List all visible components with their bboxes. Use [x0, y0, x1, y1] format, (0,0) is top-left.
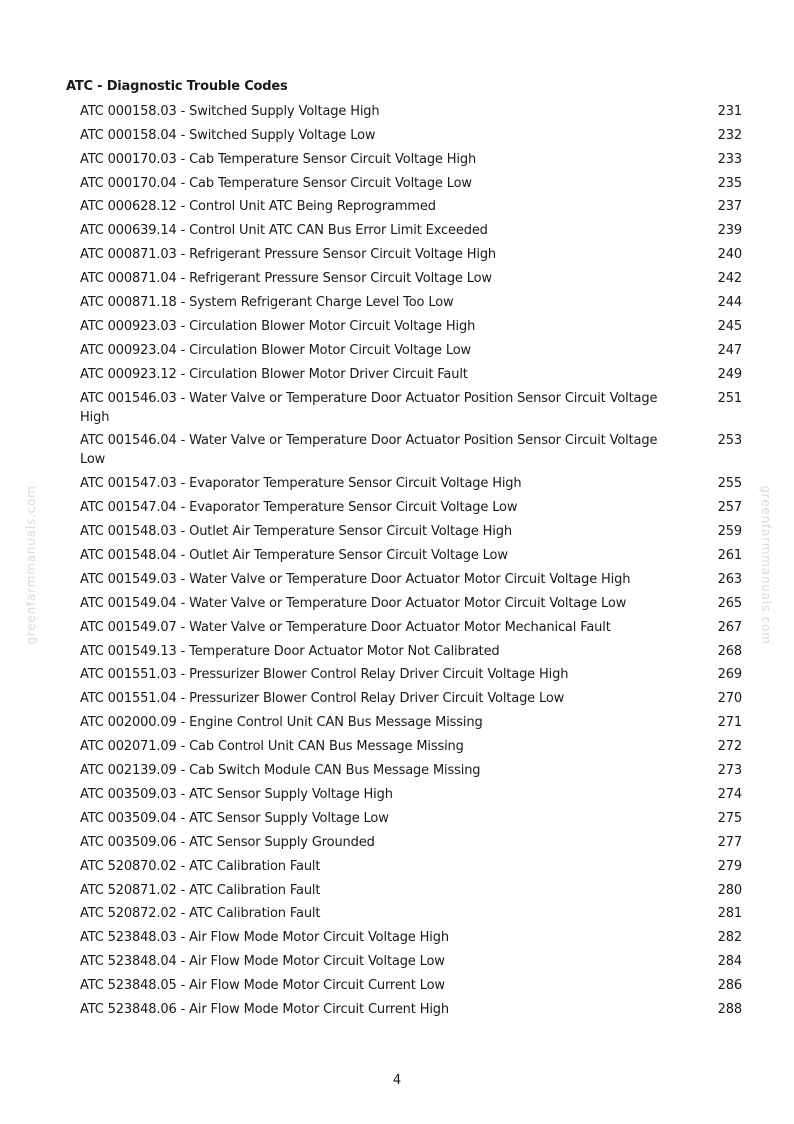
toc-entry-title: ATC 000639.14 - Control Unit ATC CAN Bus Error Limit Exceeded: [80, 223, 488, 239]
toc-entry-page: 245: [717, 318, 742, 334]
toc-entry-page: 235: [717, 175, 742, 191]
watermark-left: greenfarmmanuals.com: [24, 485, 38, 645]
toc-entry[interactable]: [80, 315, 742, 339]
toc-entry[interactable]: [80, 974, 742, 998]
toc-entry-page: 272: [717, 739, 742, 755]
toc-entry-title: ATC 520871.02 - ATC Calibration Fault: [80, 882, 321, 898]
toc-entry[interactable]: [80, 472, 742, 496]
toc-entry-title: ATC 001549.13 - Temperature Door Actuator Motor Not Calibrated: [80, 643, 500, 659]
toc-entry[interactable]: [80, 267, 742, 291]
toc-entry-title: ATC 002071.09 - Cab Control Unit CAN Bus Message Missing: [80, 739, 464, 755]
toc-entry[interactable]: [80, 711, 742, 735]
toc-entry[interactable]: [80, 807, 742, 831]
toc-entry-title: ATC 000923.03 - Circulation Blower Motor Circuit Voltage High: [80, 318, 476, 334]
toc-entry[interactable]: [80, 430, 742, 473]
toc-entry-page: 270: [717, 691, 742, 707]
toc-entry-title: ATC 520870.02 - ATC Calibration Fault: [80, 858, 321, 874]
toc-entry[interactable]: [80, 950, 742, 974]
toc-entry-page: 237: [717, 199, 742, 215]
toc-entry-page: 242: [717, 271, 742, 287]
toc-entry[interactable]: [80, 616, 742, 640]
page-number: 4: [392, 1073, 402, 1088]
toc-entry[interactable]: [80, 100, 742, 124]
toc-entry-page: 273: [717, 763, 742, 779]
toc-entry-page: 274: [717, 786, 742, 802]
toc-entry-page: 240: [717, 247, 742, 263]
toc-entry[interactable]: [80, 243, 742, 267]
toc-entry-page: 261: [717, 548, 742, 564]
toc-entry-title: ATC 003509.03 - ATC Sensor Supply Voltage High: [80, 786, 393, 802]
toc-entry[interactable]: [80, 855, 742, 879]
toc-entry-page: 255: [717, 476, 742, 492]
toc-entry-title: ATC 000923.04 - Circulation Blower Motor Circuit Voltage Low: [80, 342, 472, 358]
toc-entry[interactable]: [80, 363, 742, 387]
toc-entry-title: ATC 523848.06 - Air Flow Mode Motor Circuit Current High: [80, 1001, 449, 1017]
toc-entry-title: ATC 001549.04 - Water Valve or Temperature Door Actuator Motor Circuit Voltage Low: [80, 595, 627, 611]
toc-entry-title: ATC 000628.12 - Control Unit ATC Being Reprogrammed: [80, 199, 436, 215]
toc-entry-page: 281: [717, 906, 742, 922]
toc-entry-title: ATC 523848.04 - Air Flow Mode Motor Circuit Voltage Low: [80, 954, 445, 970]
toc-entry[interactable]: [80, 148, 742, 172]
toc-entry-title: ATC 001547.03 - Evaporator Temperature Sensor Circuit Voltage High: [80, 476, 522, 492]
toc-entry[interactable]: [80, 640, 742, 664]
toc-entry-title: ATC 001548.03 - Outlet Air Temperature Sensor Circuit Voltage High: [80, 524, 512, 540]
toc-entry[interactable]: [80, 387, 742, 430]
toc-entry-title: ATC 003509.06 - ATC Sensor Supply Grounded: [80, 834, 375, 850]
toc-entry-page: 259: [717, 524, 742, 540]
toc-entry[interactable]: [80, 291, 742, 315]
toc-entry-page: 231: [717, 103, 742, 119]
toc-entry[interactable]: [80, 339, 742, 363]
toc-entry[interactable]: [80, 592, 742, 616]
toc-entry-page: 239: [717, 223, 742, 239]
toc-entry[interactable]: [80, 687, 742, 711]
toc-entry-title: ATC 000871.04 - Refrigerant Pressure Sensor Circuit Voltage Low: [80, 271, 492, 287]
toc-entry-title: ATC 001549.07 - Water Valve or Temperature Door Actuator Motor Mechanical Fault: [80, 619, 611, 635]
toc-entry-page: 271: [717, 715, 742, 731]
toc-entry-page: 244: [717, 295, 742, 311]
toc-entry-title: ATC 001546.04 - Water Valve or Temperature Door Actuator Position Sensor Circuit Voltage Low: [80, 433, 658, 468]
toc-entry-title: ATC 002000.09 - Engine Control Unit CAN Bus Message Missing: [80, 715, 483, 731]
toc-entry-title: ATC 001548.04 - Outlet Air Temperature Sensor Circuit Voltage Low: [80, 548, 508, 564]
toc-entry[interactable]: [80, 124, 742, 148]
toc-entry-page: 267: [717, 619, 742, 635]
toc-entry-title: ATC 523848.03 - Air Flow Mode Motor Circuit Voltage High: [80, 930, 449, 946]
watermark-right: greenfarmmanuals.com: [759, 485, 773, 645]
toc-entry[interactable]: [80, 831, 742, 855]
toc-entry-title: ATC 002139.09 - Cab Switch Module CAN Bus Message Missing: [80, 763, 481, 779]
toc-entry-page: 286: [717, 978, 742, 994]
toc-entry-title: ATC 000158.04 - Switched Supply Voltage Low: [80, 127, 376, 143]
toc-entry[interactable]: [80, 903, 742, 927]
toc-entry[interactable]: [80, 544, 742, 568]
toc-entry-page: 257: [717, 500, 742, 516]
toc-entry-page: 279: [717, 858, 742, 874]
toc-entry-title: ATC 000871.18 - System Refrigerant Charge Level Too Low: [80, 295, 454, 311]
toc-entry-title: ATC 001551.04 - Pressurizer Blower Control Relay Driver Circuit Voltage Low: [80, 691, 565, 707]
toc-entry-title: ATC 520872.02 - ATC Calibration Fault: [80, 906, 321, 922]
section-title: ATC - Diagnostic Trouble Codes: [66, 79, 288, 94]
toc-entry[interactable]: [80, 219, 742, 243]
toc-entry[interactable]: [80, 196, 742, 220]
toc-entry[interactable]: [80, 879, 742, 903]
toc-entry-title: ATC 001551.03 - Pressurizer Blower Control Relay Driver Circuit Voltage High: [80, 667, 569, 683]
toc-entry-page: 280: [717, 882, 742, 898]
toc-entry-page: 253: [717, 433, 742, 449]
toc-entry-page: 275: [717, 810, 742, 826]
toc-entry[interactable]: [80, 172, 742, 196]
toc-entry-page: 284: [717, 954, 742, 970]
toc-entry[interactable]: [80, 496, 742, 520]
toc-entry-page: 288: [717, 1001, 742, 1017]
toc-entry[interactable]: [80, 735, 742, 759]
toc-entry-title: ATC 001549.03 - Water Valve or Temperature Door Actuator Motor Circuit Voltage High: [80, 571, 631, 587]
toc-entry-title: ATC 001546.03 - Water Valve or Temperature Door Actuator Position Sensor Circuit Voltage High: [80, 390, 658, 425]
toc-entry[interactable]: [80, 568, 742, 592]
toc-entry-page: 232: [717, 127, 742, 143]
toc-entry-title: ATC 523848.05 - Air Flow Mode Motor Circuit Current Low: [80, 978, 445, 994]
toc-entry[interactable]: [80, 998, 742, 1022]
toc-entry[interactable]: [80, 520, 742, 544]
toc-entry-page: 268: [717, 643, 742, 659]
toc-list: [80, 100, 742, 1022]
toc-entry-page: 233: [717, 151, 742, 167]
toc-entry-title: ATC 000170.03 - Cab Temperature Sensor Circuit Voltage High: [80, 151, 477, 167]
toc-entry[interactable]: [80, 926, 742, 950]
toc-entry-page: 263: [717, 571, 742, 587]
toc-entry[interactable]: [80, 664, 742, 688]
toc-entry-title: ATC 000871.03 - Refrigerant Pressure Sensor Circuit Voltage High: [80, 247, 497, 263]
toc-entry-title: ATC 000923.12 - Circulation Blower Motor Driver Circuit Fault: [80, 366, 468, 382]
toc-entry-page: 249: [717, 366, 742, 382]
toc-entry-page: 277: [717, 834, 742, 850]
toc-entry-title: ATC 001547.04 - Evaporator Temperature Sensor Circuit Voltage Low: [80, 500, 518, 516]
toc-entry-page: 251: [717, 390, 742, 406]
toc-entry-page: 269: [717, 667, 742, 683]
toc-entry[interactable]: [80, 759, 742, 783]
toc-entry-title: ATC 003509.04 - ATC Sensor Supply Voltage Low: [80, 810, 389, 826]
toc-entry-page: 265: [717, 595, 742, 611]
toc-entry-page: 247: [717, 342, 742, 358]
toc-entry-title: ATC 000170.04 - Cab Temperature Sensor Circuit Voltage Low: [80, 175, 472, 191]
toc-entry-page: 282: [717, 930, 742, 946]
toc-entry-title: ATC 000158.03 - Switched Supply Voltage High: [80, 103, 380, 119]
toc-entry[interactable]: [80, 783, 742, 807]
